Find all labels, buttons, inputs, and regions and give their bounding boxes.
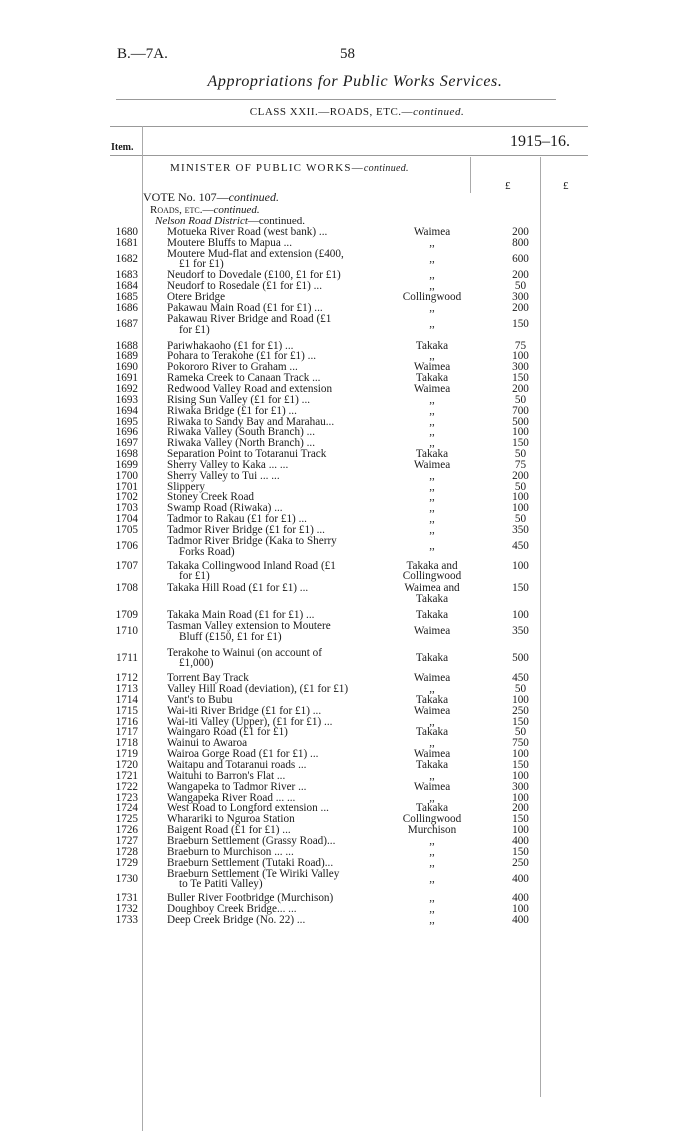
item-district: Waimea xyxy=(413,748,451,761)
item-description: Sherry Valley to Tui ... ... xyxy=(167,469,280,482)
item-description: Valley Hill Road (deviation), (£1 for £1) xyxy=(167,683,349,695)
item-district: ,, xyxy=(429,540,435,553)
item-description: Separation Point to Totaranui Track xyxy=(167,448,327,460)
item-amount: 600 xyxy=(512,253,529,266)
item-district: Waimea xyxy=(413,226,451,238)
item-number: 1698 xyxy=(115,448,138,460)
item-description: Braeburn Settlement (Grassy Road)... xyxy=(167,834,336,847)
item-amount: 200 xyxy=(512,226,529,238)
item-amount: 150 xyxy=(512,372,529,385)
item-district: ,, xyxy=(429,502,435,515)
item-description: Waituhi to Barron's Flat ... xyxy=(167,769,286,782)
item-description: £1 for £1) xyxy=(179,258,224,271)
item-amount: 100 xyxy=(512,748,529,761)
item-number: 1712 xyxy=(115,672,138,685)
item-description: Deep Creek Bridge (No. 22) ... xyxy=(167,913,306,926)
item-amount: 150 xyxy=(512,845,529,858)
item-district: Takaka xyxy=(415,651,449,664)
district-heading-continued: —continued. xyxy=(247,215,306,227)
item-district: Waimea xyxy=(413,382,451,395)
item-amount: 300 xyxy=(512,291,529,304)
item-description: Rameka Creek to Canaan Track ... xyxy=(167,372,321,385)
item-number: 1731 xyxy=(115,892,138,905)
item-description: Riwaka to Sandy Bay and Marahau... xyxy=(167,415,335,428)
item-number: 1711 xyxy=(116,651,138,664)
item-amount: 50 xyxy=(514,726,527,739)
item-amount: 700 xyxy=(512,404,529,417)
class-title-continued: continued. xyxy=(413,106,465,118)
item-district: ,, xyxy=(429,513,435,526)
item-amount: 100 xyxy=(512,824,529,837)
item-amount: 50 xyxy=(514,280,527,293)
item-district: Waimea xyxy=(413,780,451,793)
minister-heading-continued: continued. xyxy=(363,163,409,174)
item-description: for £1) xyxy=(179,323,210,336)
item-number: 1684 xyxy=(115,280,138,293)
item-description: Pokororo River to Graham ... xyxy=(167,361,298,374)
item-amount: 100 xyxy=(512,791,529,804)
roads-heading-text: Roads, etc.— xyxy=(150,204,214,216)
item-description: Stoney Creek Road xyxy=(167,491,254,504)
item-amount: 150 xyxy=(512,437,529,450)
item-amount: 100 xyxy=(512,769,529,782)
currency-symbol-items: £ xyxy=(505,180,511,192)
item-description: Riwaka Bridge (£1 for £1) ... xyxy=(167,404,297,417)
item-number: 1728 xyxy=(115,845,138,858)
year-column-header: 1915–16. xyxy=(510,133,570,150)
item-amount: 200 xyxy=(512,302,529,314)
item-number: 1706 xyxy=(115,540,138,553)
item-district: ,, xyxy=(429,892,435,905)
item-description: Braeburn Settlement (Tutaki Road)... xyxy=(167,856,334,869)
roads-heading-continued: continued. xyxy=(213,204,260,216)
item-number: 1719 xyxy=(115,748,138,761)
item-amount: 100 xyxy=(512,693,529,706)
item-amount: 150 xyxy=(512,759,529,771)
item-number: 1715 xyxy=(115,704,138,717)
item-description: Riwaka Valley (South Branch) ... xyxy=(167,426,315,439)
item-number: 1685 xyxy=(115,291,138,304)
vote-heading-continued: continued. xyxy=(228,190,279,204)
item-amount: 50 xyxy=(514,480,527,493)
item-district: ,, xyxy=(429,769,435,782)
item-district: ,, xyxy=(429,236,435,249)
item-description: Wangapeka to Tadmor River ... xyxy=(167,780,307,793)
item-amount: 75 xyxy=(514,458,527,471)
item-description: Braeburn Settlement (Te Wiriki Valley xyxy=(167,867,340,880)
item-district: Takaka xyxy=(415,372,449,385)
item-district: ,, xyxy=(429,393,435,406)
page-title: Appropriations for Public Works Services. xyxy=(207,73,503,90)
item-amount: 50 xyxy=(514,448,527,460)
item-district: Waimea xyxy=(413,625,451,638)
item-district: ,, xyxy=(429,269,435,282)
item-number: 1692 xyxy=(115,382,138,395)
item-amount: 350 xyxy=(512,625,529,638)
item-description: Vant's to Bubu xyxy=(167,693,233,706)
item-description: Tadmor River Bridge (Kaka to Sherry xyxy=(167,534,337,547)
item-district: Waimea xyxy=(413,458,451,471)
item-district: ,, xyxy=(429,318,435,331)
item-description: Swamp Road (Riwaka) ... xyxy=(167,502,283,515)
item-amount: 400 xyxy=(512,892,529,905)
item-description: Slippery xyxy=(167,480,205,493)
item-description: Sherry Valley to Kaka ... ... xyxy=(167,458,289,471)
item-amount: 100 xyxy=(512,559,529,572)
item-number: 1699 xyxy=(115,458,138,471)
item-number: 1683 xyxy=(115,269,138,282)
item-amount: 75 xyxy=(514,339,527,352)
item-amount: 150 xyxy=(512,715,529,728)
item-description: Torrent Bay Track xyxy=(167,672,249,685)
item-amount: 800 xyxy=(512,236,529,249)
item-description: Tasman Valley extension to Moutere xyxy=(167,619,331,632)
item-number: 1681 xyxy=(115,236,138,249)
item-district: ,, xyxy=(429,302,435,314)
item-description: Pariwhakaoho (£1 for £1) ... xyxy=(167,339,294,352)
item-column-header: Item. xyxy=(111,142,134,153)
item-district: ,, xyxy=(429,913,435,926)
item-number: 1732 xyxy=(115,903,138,915)
item-district: Murchison xyxy=(407,824,457,837)
item-description: Tadmor to Rakau (£1 for £1) ... xyxy=(167,513,307,526)
item-number: 1723 xyxy=(115,791,138,804)
item-amount: 350 xyxy=(512,524,529,536)
item-amount: 100 xyxy=(512,903,529,915)
item-district: Takaka and xyxy=(406,559,458,572)
item-description: Otere Bridge xyxy=(167,291,226,304)
item-description: Pakawau Main Road (£1 for £1) ... xyxy=(167,302,323,314)
item-number: 1724 xyxy=(115,802,138,815)
item-amount: 300 xyxy=(512,780,529,793)
item-number: 1713 xyxy=(115,683,138,695)
item-number: 1714 xyxy=(115,693,138,706)
item-district: ,, xyxy=(429,426,435,439)
item-district: ,, xyxy=(429,683,435,695)
item-number: 1694 xyxy=(115,404,138,417)
item-district: ,, xyxy=(429,280,435,293)
item-district: ,, xyxy=(429,737,435,750)
item-number: 1705 xyxy=(115,524,138,536)
item-district: ,, xyxy=(429,872,435,885)
item-description: Waitapu and Totaranui roads ... xyxy=(167,759,307,771)
item-description: Takaka Main Road (£1 for £1) ... xyxy=(167,608,315,621)
item-amount: 250 xyxy=(512,856,529,869)
item-amount: 100 xyxy=(512,491,529,504)
item-district: ,, xyxy=(429,350,435,363)
item-description: Motueka River Road (west bank) ... xyxy=(167,226,328,238)
item-number: 1695 xyxy=(115,415,138,428)
item-district: ,, xyxy=(429,480,435,493)
item-number: 1680 xyxy=(115,226,138,238)
item-number: 1686 xyxy=(115,302,138,314)
item-amount: 100 xyxy=(512,426,529,439)
item-amount: 500 xyxy=(512,415,529,428)
item-amount: 750 xyxy=(512,737,529,750)
item-description: Doughboy Creek Bridge... ... xyxy=(167,903,297,915)
item-description: Neudorf to Rosedale (£1 for £1) ... xyxy=(167,280,323,293)
item-description: Neudorf to Dovedale (£100, £1 for £1) xyxy=(167,269,341,282)
item-description: Wai-iti River Bridge (£1 for £1) ... xyxy=(167,704,322,717)
item-description: Riwaka Valley (North Branch) ... xyxy=(167,437,315,450)
item-description: £1,000) xyxy=(179,657,214,670)
item-amount: 50 xyxy=(514,683,527,695)
item-description: Buller River Footbridge (Murchison) xyxy=(167,892,334,905)
item-description: Waingaro Road (£1 for £1) xyxy=(167,726,288,739)
item-description: to Te Patiti Valley) xyxy=(179,878,263,891)
item-district: ,, xyxy=(429,404,435,417)
item-description: Bluff (£150, £1 for £1) xyxy=(179,630,282,643)
item-number: 1687 xyxy=(115,318,138,331)
minister-heading-text: MINISTER OF PUBLIC WORKS— xyxy=(170,162,364,174)
item-district: ,, xyxy=(429,524,435,536)
item-number: 1717 xyxy=(115,726,138,739)
item-district: Collingwood xyxy=(402,570,462,583)
item-amount: 50 xyxy=(514,393,527,406)
item-description: Redwood Valley Road and extension xyxy=(167,382,333,395)
item-amount: 200 xyxy=(512,382,529,395)
item-amount: 400 xyxy=(512,834,529,847)
item-amount: 200 xyxy=(512,469,529,482)
item-district: Takaka xyxy=(415,759,449,771)
item-number: 1709 xyxy=(115,608,138,621)
item-number: 1697 xyxy=(115,437,138,450)
item-district: Takaka xyxy=(415,802,449,815)
item-amount: 50 xyxy=(514,513,527,526)
item-description: Braeburn to Murchison ... ... xyxy=(167,845,294,858)
item-number: 1726 xyxy=(115,824,138,837)
item-district: Collingwood xyxy=(402,813,462,826)
item-district: ,, xyxy=(429,856,435,869)
item-amount: 400 xyxy=(512,913,529,926)
item-district: ,, xyxy=(429,469,435,482)
item-description: Rising Sun Valley (£1 for £1) ... xyxy=(167,393,311,406)
item-district: Waimea and xyxy=(404,582,460,595)
item-description: Wangapeka River Road ... ... xyxy=(167,791,296,804)
item-district: ,, xyxy=(429,491,435,504)
item-number: 1693 xyxy=(115,393,138,406)
item-district: Collingwood xyxy=(402,291,462,304)
item-number: 1718 xyxy=(115,737,138,750)
document-reference: B.—7A. xyxy=(117,46,168,62)
item-description: Pakawau River Bridge and Road (£1 xyxy=(167,312,332,325)
item-district: Takaka xyxy=(415,339,449,352)
item-amount: 150 xyxy=(512,318,529,331)
item-district: Takaka xyxy=(415,726,449,739)
class-title-text: CLASS XXII.—ROADS, ETC.— xyxy=(249,106,414,118)
item-district: Waimea xyxy=(413,361,451,374)
item-number: 1721 xyxy=(115,769,138,782)
item-amount: 100 xyxy=(512,502,529,515)
item-description: Wairoa Gorge Road (£1 for £1) ... xyxy=(167,748,319,761)
item-number: 1716 xyxy=(115,715,138,728)
item-number: 1701 xyxy=(115,480,138,493)
item-number: 1703 xyxy=(115,502,138,515)
item-description: Wharariki to Nguroa Station xyxy=(167,813,295,826)
page-number: 58 xyxy=(340,46,355,62)
item-description: for £1) xyxy=(179,570,210,583)
item-amount: 400 xyxy=(512,872,529,885)
item-district: Takaka xyxy=(415,693,449,706)
item-number: 1722 xyxy=(115,780,138,793)
item-number: 1710 xyxy=(115,625,138,638)
item-number: 1730 xyxy=(115,872,138,885)
item-number: 1691 xyxy=(115,372,138,385)
district-heading-text: Nelson Road District xyxy=(155,215,248,227)
item-number: 1702 xyxy=(115,491,138,504)
item-number: 1729 xyxy=(115,856,138,869)
item-district: ,, xyxy=(429,834,435,847)
item-district: ,, xyxy=(429,253,435,266)
item-number: 1727 xyxy=(115,834,138,847)
item-description: Baigent Road (£1 for £1) ... xyxy=(167,824,291,837)
item-number: 1733 xyxy=(115,913,138,926)
item-number: 1700 xyxy=(115,469,138,482)
item-number: 1704 xyxy=(115,513,138,526)
item-amount: 100 xyxy=(512,608,529,621)
item-amount: 200 xyxy=(512,802,529,815)
item-number: 1688 xyxy=(115,339,138,352)
item-amount: 300 xyxy=(512,361,529,374)
item-district: Waimea xyxy=(413,704,451,717)
item-district: ,, xyxy=(429,903,435,915)
item-district: ,, xyxy=(429,791,435,804)
item-number: 1682 xyxy=(115,253,138,266)
item-amount: 500 xyxy=(512,651,529,664)
item-number: 1720 xyxy=(115,759,138,771)
item-district: Takaka xyxy=(415,608,449,621)
item-description: West Road to Longford extension ... xyxy=(167,802,329,815)
item-amount: 200 xyxy=(512,269,529,282)
vote-heading-text: VOTE No. 107— xyxy=(143,190,229,204)
item-number: 1690 xyxy=(115,361,138,374)
item-district: ,, xyxy=(429,845,435,858)
item-amount: 100 xyxy=(512,350,529,363)
item-description: Wainui to Awaroa xyxy=(167,737,248,750)
item-number: 1689 xyxy=(115,350,138,363)
item-amount: 150 xyxy=(512,582,529,595)
item-description: Moutere Mud-flat and extension (£400, xyxy=(167,247,344,260)
item-description: Pohara to Terakohe (£1 for £1) ... xyxy=(167,350,317,363)
currency-symbol-total: £ xyxy=(563,180,569,192)
item-amount: 450 xyxy=(512,540,529,553)
item-amount: 250 xyxy=(512,704,529,717)
item-description: Forks Road) xyxy=(179,545,235,558)
item-description: Takaka Hill Road (£1 for £1) ... xyxy=(167,582,309,595)
item-description: Tadmor River Bridge (£1 for £1) ... xyxy=(167,524,325,536)
item-number: 1725 xyxy=(115,813,138,826)
item-district: Takaka xyxy=(415,448,449,460)
item-district: ,, xyxy=(429,437,435,450)
item-amount: 450 xyxy=(512,672,529,685)
item-description: Terakohe to Wainui (on account of xyxy=(167,646,322,659)
item-district: ,, xyxy=(429,715,435,728)
item-number: 1696 xyxy=(115,426,138,439)
item-description: Takaka Collingwood Inland Road (£1 xyxy=(167,559,336,572)
item-number: 1708 xyxy=(115,582,138,595)
item-description: Moutere Bluffs to Mapua ... xyxy=(167,236,293,249)
item-description: Wai-iti Valley (Upper), (£1 for £1) ... xyxy=(167,715,333,728)
item-amount: 150 xyxy=(512,813,529,826)
item-district: Waimea xyxy=(413,672,451,685)
item-number: 1707 xyxy=(115,559,138,572)
item-district: Takaka xyxy=(415,592,449,605)
item-district: ,, xyxy=(429,415,435,428)
